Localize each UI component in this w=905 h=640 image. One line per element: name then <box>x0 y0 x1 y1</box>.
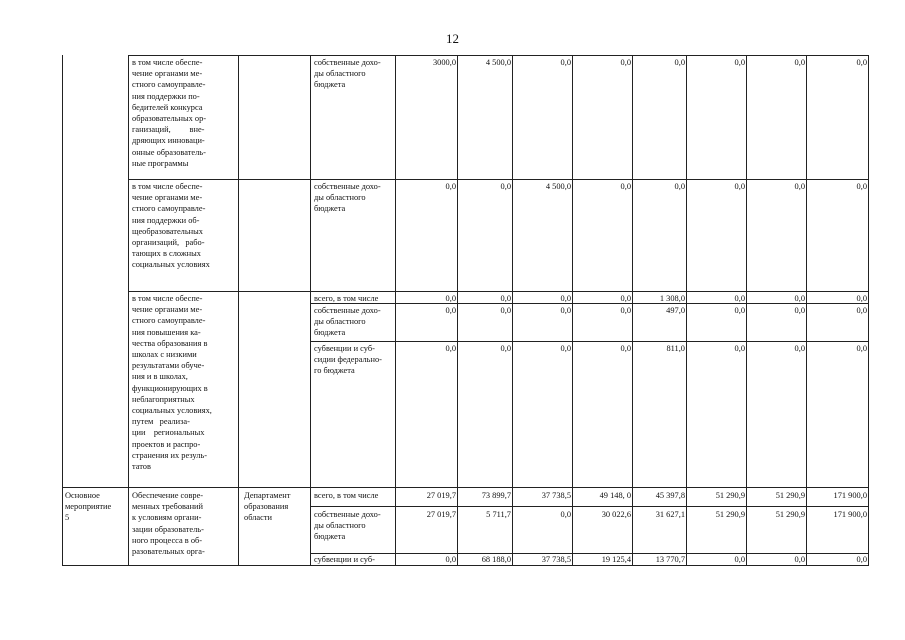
value-cell: 0,0 <box>620 294 631 303</box>
col-divider <box>395 55 396 566</box>
value-cell: 0,0 <box>620 182 631 191</box>
value-cell: 0,0 <box>734 58 745 67</box>
value-cell: 0,0 <box>445 294 456 303</box>
value-cell: 1 308,0 <box>659 294 685 303</box>
value-cell: 0,0 <box>734 294 745 303</box>
page-number: 12 <box>446 31 459 46</box>
value-cell: 5 711,7 <box>486 510 511 519</box>
funding-source: собственные дохо- ды областного бюджета <box>314 182 381 214</box>
value-cell: 0,0 <box>620 344 631 353</box>
value-cell: 31 627,1 <box>655 510 685 519</box>
value-cell: 0,0 <box>560 344 571 353</box>
col-divider <box>632 55 633 566</box>
value-cell: 51 290,9 <box>775 491 805 500</box>
value-cell: 0,0 <box>794 58 805 67</box>
value-cell: 0,0 <box>734 182 745 191</box>
col-divider <box>806 55 807 566</box>
value-cell: 0,0 <box>734 555 745 564</box>
value-cell: 3000,0 <box>432 58 456 67</box>
value-cell: 0,0 <box>856 555 867 564</box>
value-cell: 0,0 <box>560 510 571 519</box>
value-cell: 68 188,0 <box>481 555 511 564</box>
value-cell: 0,0 <box>445 306 456 315</box>
row-divider <box>62 487 869 488</box>
value-cell: 51 290,9 <box>715 510 745 519</box>
funding-source: собственные дохо- ды областного бюджета <box>314 510 381 542</box>
value-cell: 51 290,9 <box>775 510 805 519</box>
value-cell: 0,0 <box>856 344 867 353</box>
value-cell: 0,0 <box>856 58 867 67</box>
value-cell: 0,0 <box>674 182 685 191</box>
value-cell: 0,0 <box>734 344 745 353</box>
row-divider <box>128 291 869 292</box>
col-divider <box>572 55 573 566</box>
measure-description: в том числе обеспе- чение органами ме- стного самоуправле- ния поддержки об- щеобразовательных организаций, рабо- тающих в сложных социальных условиях <box>132 182 210 270</box>
value-cell: 0,0 <box>445 555 456 564</box>
value-cell: 811,0 <box>666 344 685 353</box>
value-cell: 171 900,0 <box>833 510 867 519</box>
col-divider <box>746 55 747 566</box>
col-divider <box>238 55 239 566</box>
measure-description: в том числе обеспе- чение органами ме- стного самоуправле- ния поддержки по- бедителей конкурса образовательных ор- ганизаций, вне- дряющих инноваци- онные образователь- ные программы <box>132 58 207 168</box>
value-cell: 0,0 <box>620 58 631 67</box>
value-cell: 13 770,7 <box>655 555 685 564</box>
value-cell: 0,0 <box>856 306 867 315</box>
table-border-bottom <box>62 565 869 566</box>
value-cell: 45 397,8 <box>655 491 685 500</box>
value-cell: 0,0 <box>794 555 805 564</box>
value-cell: 0,0 <box>734 306 745 315</box>
funding-source: собственные дохо- ды областного бюджета <box>314 306 381 338</box>
value-cell: 4 500,0 <box>485 58 511 67</box>
value-cell: 0,0 <box>620 306 631 315</box>
value-cell: 0,0 <box>794 344 805 353</box>
value-cell: 0,0 <box>500 306 511 315</box>
value-cell: 0,0 <box>794 182 805 191</box>
value-cell: 0,0 <box>500 182 511 191</box>
funding-source: субвенции и суб- <box>314 555 375 564</box>
measure-description: Обеспечение совре- менных требований к условиям органи- зации образователь- ного процесса в об- разовательных орга- <box>132 491 205 557</box>
value-cell: 49 148, 0 <box>599 491 631 500</box>
executor: Департамент образования области <box>244 491 291 523</box>
value-cell: 497,0 <box>666 306 685 315</box>
measure-description: в том числе обеспе- чение органами ме- стного самоуправле- ния повышения ка- чества образования в школах с низкими результатами обуче- ния и в школах, функционирующих в неблагоприятных социальных условиях, путем реализа- ции региональных проектов и распро- странения их резуль- татов <box>132 294 212 472</box>
col-divider <box>310 55 311 566</box>
col-divider <box>128 55 129 566</box>
funding-source: всего, в том числе <box>314 294 379 303</box>
value-cell: 0,0 <box>560 58 571 67</box>
value-cell: 19 125,4 <box>601 555 631 564</box>
measure-name: Основное мероприятие 5 <box>65 491 112 523</box>
value-cell: 51 290,9 <box>715 491 745 500</box>
value-cell: 171 900,0 <box>833 491 867 500</box>
value-cell: 73 899,7 <box>481 491 511 500</box>
funding-source: субвенции и суб- сидии федерально- го бюджета <box>314 344 382 376</box>
value-cell: 27 019,7 <box>426 491 456 500</box>
value-cell: 0,0 <box>500 294 511 303</box>
row-divider <box>310 341 869 342</box>
value-cell: 0,0 <box>560 294 571 303</box>
value-cell: 4 500,0 <box>545 182 571 191</box>
value-cell: 0,0 <box>856 294 867 303</box>
value-cell: 0,0 <box>794 294 805 303</box>
table-border-right <box>868 55 869 566</box>
value-cell: 0,0 <box>445 344 456 353</box>
row-divider <box>128 179 869 180</box>
value-cell: 27 019,7 <box>426 510 456 519</box>
value-cell: 0,0 <box>856 182 867 191</box>
col-divider <box>686 55 687 566</box>
col-divider <box>457 55 458 566</box>
table-border-top <box>128 55 869 56</box>
funding-source: всего, в том числе <box>314 491 379 500</box>
table-border-left <box>62 55 63 566</box>
value-cell: 30 022,6 <box>601 510 631 519</box>
row-divider <box>310 506 869 507</box>
col-divider <box>512 55 513 566</box>
value-cell: 0,0 <box>794 306 805 315</box>
value-cell: 37 738,5 <box>541 555 571 564</box>
value-cell: 37 738,5 <box>541 491 571 500</box>
value-cell: 0,0 <box>674 58 685 67</box>
funding-source: собственные дохо- ды областного бюджета <box>314 58 381 90</box>
value-cell: 0,0 <box>560 306 571 315</box>
value-cell: 0,0 <box>445 182 456 191</box>
value-cell: 0,0 <box>500 344 511 353</box>
